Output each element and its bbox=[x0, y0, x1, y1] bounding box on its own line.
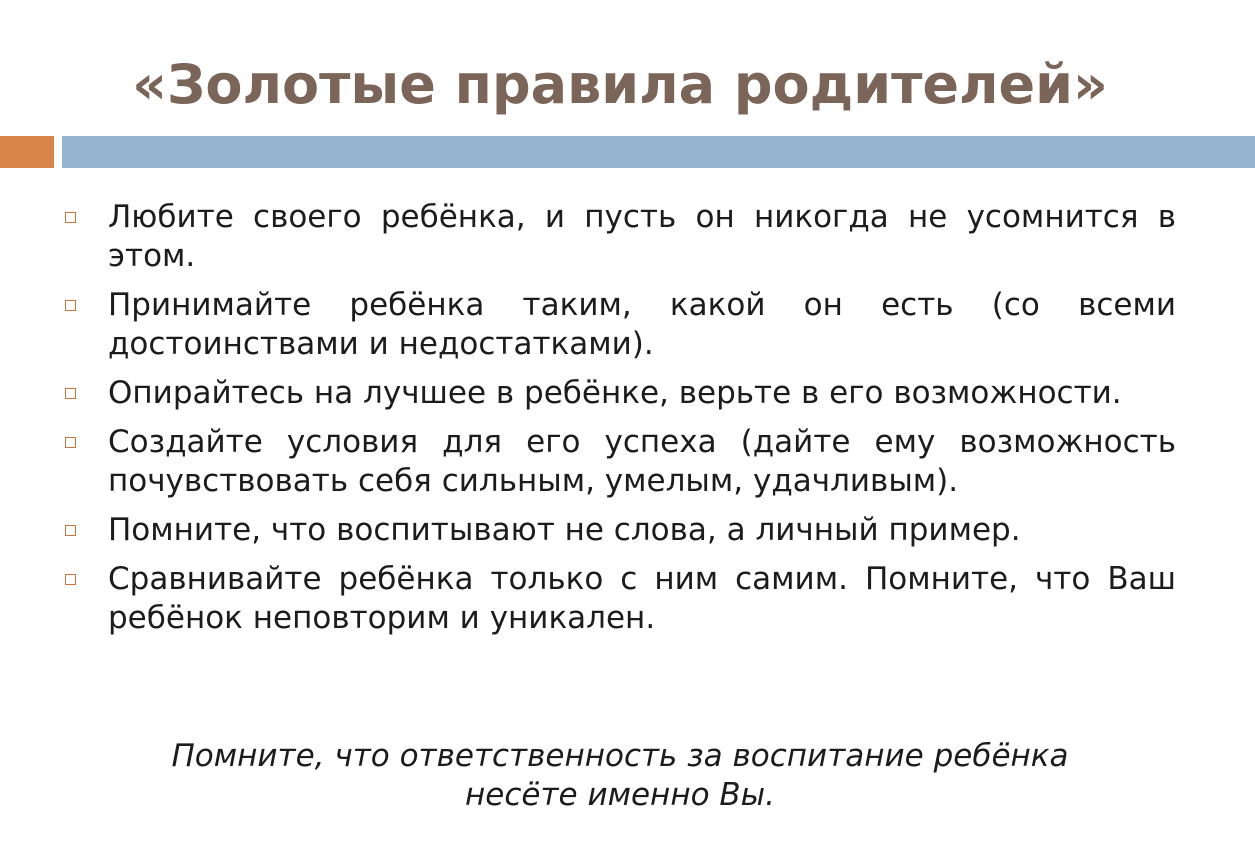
accent-block-orange bbox=[0, 136, 54, 168]
hollow-square-bullet-icon bbox=[65, 574, 76, 585]
rule-text-line1: Любите своего ребёнка, и пусть он никогда bbox=[108, 199, 889, 235]
rule-text-line1: Сравнивайте ребёнка только с ним самим. Помните, что Ваш bbox=[108, 561, 1176, 597]
rule-item bbox=[60, 511, 1176, 550]
rules-list bbox=[60, 198, 1176, 648]
rule-text-line2: не усомнится в этом. bbox=[108, 199, 1176, 274]
rule-text-line2: ребёнок неповторим и уникален. bbox=[108, 600, 656, 636]
hollow-square-bullet-icon bbox=[65, 212, 76, 223]
rule-item bbox=[60, 374, 1176, 413]
slide-title: «Золотые правила родителей» bbox=[132, 53, 1108, 116]
rule-item bbox=[60, 286, 1176, 364]
rule-text-line1: Помните, что воспитывают не слова, а личный пример. bbox=[108, 512, 1021, 548]
rule-item bbox=[60, 560, 1176, 638]
footer-note-line1: Помните, что ответственность за воспитание ребёнка bbox=[171, 738, 1069, 774]
rule-text-line1: Принимайте ребёнка таким, какой он есть bbox=[108, 287, 954, 323]
hollow-square-bullet-icon bbox=[65, 300, 76, 311]
rule-text-line2: почувствовать себя сильным, умелым, удачливым). bbox=[108, 463, 959, 499]
footer-note-line2: несёте именно Вы. bbox=[465, 777, 775, 813]
rule-item bbox=[60, 423, 1176, 501]
rule-text-line1: Опирайтесь на лучшее в ребёнке, верьте bbox=[108, 375, 792, 411]
footer-note bbox=[100, 737, 1140, 815]
hollow-square-bullet-icon bbox=[65, 525, 76, 536]
hollow-square-bullet-icon bbox=[65, 388, 76, 399]
rule-text-line2: (со всеми достоинствами и недостатками). bbox=[108, 287, 1176, 362]
rule-text-line1: Создайте условия для его успеха (дайте ему возможность bbox=[108, 424, 1176, 460]
rule-item bbox=[60, 198, 1176, 276]
accent-bar-blue bbox=[62, 136, 1255, 168]
rule-text-line2: в его возможности. bbox=[801, 375, 1122, 411]
hollow-square-bullet-icon bbox=[65, 437, 76, 448]
